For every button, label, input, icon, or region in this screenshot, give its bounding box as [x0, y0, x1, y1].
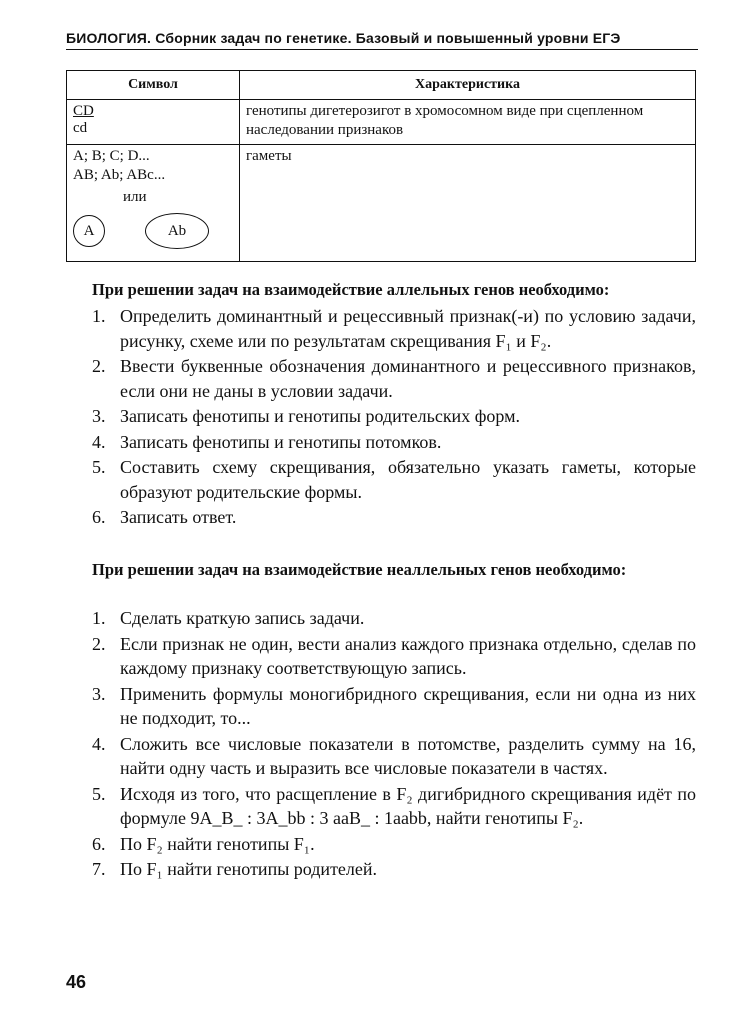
gamete-shapes [73, 213, 233, 249]
table-header-row [67, 71, 696, 100]
item-text: По F₂ найти генотипы F₁. [120, 833, 315, 854]
item-text: Записать фенотипы и генотипы потомков. [120, 431, 442, 452]
list-item [66, 455, 696, 504]
item-text: Исходя из того, что расщепление в F₂ дигибридного скрещивания идёт по формуле 9A_B_ : 3A_bb : 3 aaB_ : 1aabb, найти генотипы F₂. [120, 783, 696, 828]
item-number: 5. [92, 783, 106, 804]
section-title-allelic: При решении задач на взаимодействие аллельных генов необходимо: [92, 280, 610, 299]
symbol-table [66, 70, 696, 262]
list-item [66, 430, 696, 455]
list-item [66, 782, 696, 831]
gamete-letters: A; B; C; D... [73, 148, 150, 164]
list-item [66, 354, 696, 403]
allelic-steps-list [66, 304, 696, 531]
genotype-numerator: CD [73, 103, 94, 119]
list-item [66, 606, 696, 631]
item-text: Записать фенотипы и генотипы родительских форм. [120, 406, 520, 426]
symbol-cell [67, 100, 240, 145]
gamete-oval: Ab [145, 213, 209, 249]
item-number: 5. [92, 457, 106, 477]
list-item [66, 857, 696, 882]
column-header-symbol: Символ [67, 71, 240, 100]
item-text: Сложить все числовые показатели в потомстве, разделить сумму на 16, найти одну часть и выразить все числовые показатели в частях. [120, 733, 696, 778]
item-number: 4. [92, 733, 106, 754]
item-number: 1. [92, 608, 106, 628]
item-text: Ввести буквенные обозначения доминантного и рецессивного признаков, если они не даны в условии задачи. [120, 356, 696, 401]
list-item [66, 832, 696, 857]
item-number: 6. [92, 833, 106, 854]
item-text: Записать ответ. [120, 507, 237, 527]
item-text: Сделать краткую запись задачи. [120, 608, 365, 628]
item-text: По F₁ найти генотипы родителей. [120, 859, 378, 879]
list-item [66, 505, 696, 530]
item-number: 2. [92, 633, 106, 654]
nonallelic-steps-list [66, 606, 696, 883]
item-text: Определить доминантный и рецессивный признак(-и) по условию задачи, рисунку, схеме или по результатам скрещивания F₁ и F₂. [120, 306, 696, 351]
list-item [66, 304, 696, 353]
or-label: или [123, 189, 147, 205]
item-text: Применить формулы моногибридного скрещивания, если ни одна из них не подходит, то... [120, 683, 696, 728]
list-item [66, 682, 696, 731]
characteristic-cell: гаметы [240, 145, 696, 262]
list-item [66, 732, 696, 781]
section-title-nonallelic: При решении задач на взаимодействие неаллельных генов необходимо: [92, 560, 627, 579]
item-number: 3. [92, 406, 106, 426]
item-number: 2. [92, 356, 106, 376]
symbol-cell [67, 145, 240, 262]
page-number: 46 [66, 972, 87, 992]
gamete-circle: A [73, 215, 105, 247]
list-item [66, 404, 696, 429]
item-text: Если признак не один, вести анализ каждого признака отдельно, сделав по каждому признаку соответствующую запись. [120, 633, 696, 678]
characteristic-cell: генотипы дигетерозигот в хромосомном виде при сцепленном наследовании признаков [240, 100, 696, 145]
item-number: 1. [92, 306, 106, 326]
item-number: 7. [92, 859, 106, 879]
list-item [66, 632, 696, 681]
table-row [67, 145, 696, 262]
item-number: 4. [92, 431, 106, 452]
genotype-denominator: cd [73, 120, 88, 136]
item-number: 6. [92, 507, 106, 527]
running-header: БИОЛОГИЯ. Сборник задач по генетике. Базовый и повышенный уровни ЕГЭ [66, 30, 698, 50]
gamete-combos: AB; Ab; ABc... [73, 167, 166, 183]
table-row [67, 100, 696, 145]
column-header-characteristic: Характеристика [240, 71, 696, 100]
item-text: Составить схему скрещивания, обязательно указать гаметы, которые образуют родительские формы. [120, 457, 696, 502]
item-number: 3. [92, 683, 106, 704]
